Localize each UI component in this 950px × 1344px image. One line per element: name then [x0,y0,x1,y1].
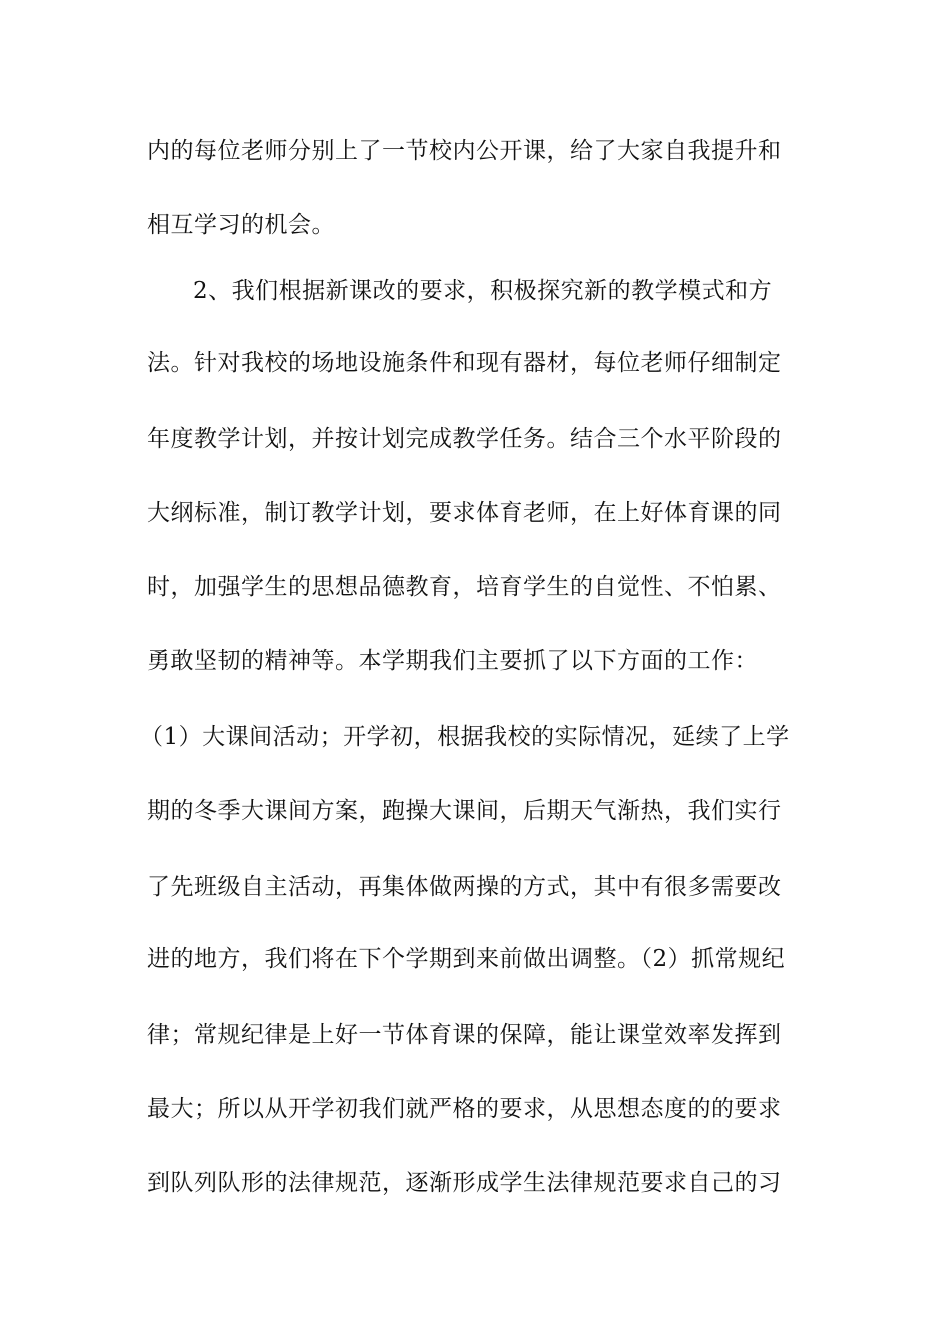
paragraph-line: 内的每位老师分别上了一节校内公开课，给了大家自我提升和 [147,138,782,164]
paragraph-line: 律；常规纪律是上好一节体育课的保障，能让课堂效率发挥到 [147,1022,782,1048]
paragraph-line: 进的地方，我们将在下个学期到来前做出调整。（2）抓常规纪 [147,946,786,972]
paragraph-line: 了先班级自主活动，再集体做两操的方式，其中有很多需要改 [147,874,782,900]
paragraph-line: 时，加强学生的思想品德教育，培育学生的自觉性、不怕累、 [147,574,782,600]
paragraph-line: 法。针对我校的场地设施条件和现有器材，每位老师仔细制定 [147,350,782,376]
paragraph-line: 大纲标准，制订教学计划，要求体育老师，在上好体育课的同 [147,500,782,526]
paragraph-line: 年度教学计划，并按计划完成教学任务。结合三个水平阶段的 [147,426,782,452]
paragraph-line: 最大；所以从开学初我们就严格的要求，从思想态度的的要求 [147,1096,782,1122]
paragraph-line: 2、我们根据新课改的要求，积极探究新的教学模式和方 [193,278,773,304]
paragraph-line: 到队列队形的法律规范，逐渐形成学生法律规范要求自己的习 [147,1170,782,1196]
paragraph-line: （1）大课间活动；开学初，根据我校的实际情况，延续了上学 [140,724,790,750]
paragraph-line: 勇敢坚韧的精神等。本学期我们主要抓了以下方面的工作： [147,648,758,674]
paragraph-line: 相互学习的机会。 [147,212,335,238]
paragraph-line: 期的冬季大课间方案，跑操大课间，后期天气渐热，我们实行 [147,798,782,824]
